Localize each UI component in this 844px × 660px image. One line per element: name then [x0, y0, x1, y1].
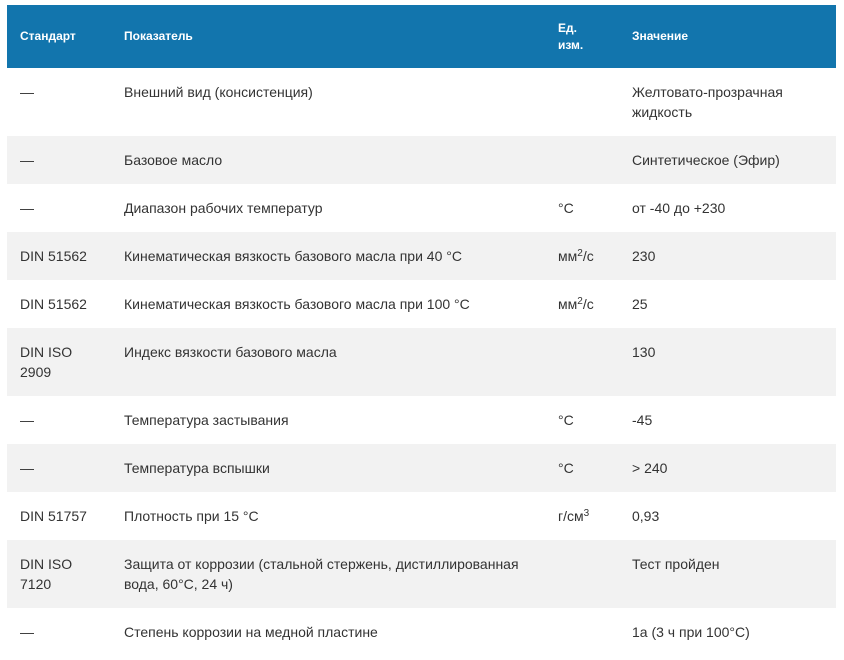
cell-unit [545, 608, 619, 656]
unit-superscript: 2 [577, 296, 583, 307]
cell-standard: — [20, 200, 34, 216]
cell-unit [545, 492, 619, 540]
table-row [7, 68, 836, 136]
cell-unit [545, 232, 619, 280]
unit-base: °C [558, 412, 574, 428]
cell-indicator: Внешний вид (консистенция) [124, 84, 313, 100]
cell-unit [545, 184, 619, 232]
unit-header-line2: изм. [558, 37, 584, 52]
cell-standard: — [20, 152, 34, 168]
unit-tail: /с [582, 296, 594, 312]
column-header-unit [545, 5, 619, 68]
unit-base: °C [558, 200, 574, 216]
cell-standard: — [20, 84, 34, 100]
table-row [7, 280, 836, 328]
table-body [7, 68, 836, 656]
cell-indicator: Степень коррозии на медной пластине [124, 624, 378, 640]
cell-standard: — [20, 412, 34, 428]
cell-value: 130 [632, 344, 656, 360]
cell-indicator: Плотность при 15 °C [124, 508, 259, 524]
unit-superscript: 3 [583, 508, 590, 519]
table-row [7, 444, 836, 492]
cell-unit [545, 396, 619, 444]
cell-indicator: Кинематическая вязкость базового масла при 40 °C [124, 248, 462, 264]
cell-unit [545, 68, 619, 136]
table-row [7, 396, 836, 444]
cell-unit [545, 540, 619, 608]
cell-unit [545, 280, 619, 328]
unit-base: °C [558, 460, 574, 476]
cell-standard: DIN 51757 [20, 508, 87, 524]
column-header-value: Значение [632, 29, 689, 43]
unit-base: г/см [558, 508, 584, 524]
cell-unit [545, 444, 619, 492]
cell-value: 25 [632, 296, 648, 312]
table-row [7, 328, 836, 396]
cell-unit [545, 136, 619, 184]
cell-value: > 240 [632, 460, 668, 476]
cell-standard: DIN ISO 7120 [20, 556, 73, 592]
specifications-table-container [7, 5, 836, 656]
column-header-indicator: Показатель [124, 29, 193, 43]
table-row [7, 492, 836, 540]
cell-standard: DIN ISO 2909 [20, 344, 73, 380]
cell-standard: DIN 51562 [20, 248, 87, 264]
cell-value: 0,93 [632, 508, 660, 524]
cell-value: 230 [632, 248, 656, 264]
cell-indicator: Индекс вязкости базового масла [124, 344, 337, 360]
table-row [7, 184, 836, 232]
cell-value: от -40 до +230 [632, 200, 726, 216]
table-row [7, 608, 836, 656]
cell-indicator: Температура застывания [124, 412, 289, 428]
unit-tail: /с [582, 248, 594, 264]
table-header-row [7, 5, 836, 68]
cell-value: 1a (3 ч при 100°C) [632, 624, 750, 640]
cell-indicator: Базовое масло [124, 152, 223, 168]
table-row [7, 136, 836, 184]
cell-indicator: Диапазон рабочих температур [124, 200, 323, 216]
unit-superscript: 2 [577, 248, 583, 259]
cell-value: Синтетическое (Эфир) [632, 152, 780, 168]
unit-base: мм [558, 248, 578, 264]
table-row [7, 540, 836, 608]
cell-value: Тест пройден [632, 556, 720, 572]
unit-base: мм [558, 296, 578, 312]
cell-value: -45 [632, 412, 653, 428]
cell-indicator: Температура вспышки [124, 460, 270, 476]
specifications-table [7, 5, 836, 656]
unit-header-line1: Ед. [558, 20, 577, 35]
cell-standard: — [20, 624, 34, 640]
cell-standard: — [20, 460, 34, 476]
table-row [7, 232, 836, 280]
cell-indicator: Кинематическая вязкость базового масла при 100 °C [124, 296, 470, 312]
cell-value: Желтовато-прозрачная жидкость [632, 84, 783, 120]
cell-standard: DIN 51562 [20, 296, 87, 312]
table-header [7, 5, 836, 68]
cell-unit [545, 328, 619, 396]
cell-indicator: Защита от коррозии (стальной стержень, дистиллированная вода, 60°C, 24 ч) [124, 556, 519, 592]
column-header-standard: Стандарт [20, 29, 76, 43]
